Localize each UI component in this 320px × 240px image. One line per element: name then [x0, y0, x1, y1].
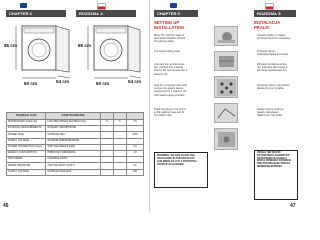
table-cell: 10 — [126, 150, 143, 156]
table-cell: PRĘDKOŚĆ WIROWANIA — [46, 150, 100, 156]
dimension-drawings — [6, 20, 144, 105]
pl-paragraph: Przeciąć taśmę zabezpieczającą przewody. — [257, 50, 289, 57]
table-cell: 230 — [126, 169, 143, 175]
table-cell — [100, 169, 113, 175]
table-cell: ŁADUNEK PRANIA SUCHEGO (kg) — [46, 120, 100, 126]
chapter-header-en: CHAPTER 5 — [154, 10, 198, 17]
left-page — [0, 0, 150, 212]
table-cell: WATER PRESSURE — [7, 163, 46, 169]
table-cell: NAPIĘCIE SIECI — [46, 132, 100, 138]
pl-paragraph: Wykręcić środkową śrubę (A), 4 boczne (B) i wyjąć 4 elementy dystansowe (C). — [257, 63, 288, 73]
pl-paragraph: Zatkać otwory w tylnym panelu zaślepkami dołączonymi do pralki. — [257, 108, 284, 118]
washing-machine-front-icon — [22, 26, 56, 70]
washing-machine-front-icon-right — [94, 26, 128, 70]
technical-data-table — [6, 112, 144, 176]
table-cell — [113, 169, 126, 175]
table-cell: CIŚNIENIE WODY — [46, 157, 100, 163]
table-cell: SUPPLY VOLTAGE — [7, 138, 46, 144]
table-header-row — [7, 113, 144, 120]
table-cell: 7,5 — [126, 120, 143, 126]
uk-flag-icon — [20, 3, 27, 8]
pl-flag-icon — [265, 3, 274, 10]
table-cell: ENERGY CONSUMPTION — [7, 150, 46, 156]
table-cell: NAPIĘCIE ZASILANIA — [46, 169, 100, 175]
table-cell: SPIN SPEED — [7, 157, 46, 163]
depth-label: 54 cm — [56, 79, 70, 84]
table-header-cell — [100, 113, 113, 120]
pl-paragraph: Ustawić pralkę w miejscu przeznaczenia bez podstawy. — [257, 34, 291, 41]
right-page — [150, 0, 300, 212]
installation-photo — [214, 26, 238, 46]
chapter-header-en: CHAPTER 4 — [6, 10, 66, 17]
depth-label-right: 54 cm — [128, 79, 142, 84]
installation-photo — [214, 76, 238, 98]
table-header-cell — [113, 113, 126, 120]
en-paragraph: Cut transit tubing strap. — [154, 50, 181, 53]
table-header-cell: TECHNICAL DATA — [7, 113, 46, 120]
table-header-cell — [126, 113, 143, 120]
setting-up-heading: SETTING UP INSTALLATION — [154, 20, 185, 30]
table-row — [7, 169, 144, 175]
page-number-left: 46 — [3, 203, 9, 209]
table-cell: 50 — [126, 163, 143, 169]
en-paragraph: Place the plugs to be found in the packing case and fit the plastic caps. — [154, 108, 186, 118]
chapter-header-pl: ROZDZIAŁ 5 — [254, 10, 296, 17]
height-label: 85 cm — [4, 43, 18, 48]
page-number-right: 47 — [290, 203, 296, 209]
width-label-right: 60 cm — [96, 81, 110, 86]
en-paragraph: Unscrew the central screw (A), unscrew the 4 lateral screws (B) and remove the 4 spacers (C). — [154, 63, 188, 76]
en-paragraph: Seal the mounting holes and remove the plastic sleeve containing the 4 spacers (D) with plastic plugs provided. — [154, 84, 187, 97]
en-paragraph: Move the machine near to permanent location without the packing base. — [154, 34, 185, 44]
warning-box-en: WARNING: DO NOT LEAVE THE PACKAGING IN THE REACH OF CHILDREN AS IT IS A POTENTIAL SOURCE OF DANGER. — [154, 152, 208, 188]
table-cell: 5 — [100, 120, 113, 126]
table-cell: POWER CONNECTION (Amps) — [7, 144, 46, 150]
table-cell: MAXIMUM DRY LOAD (kg) — [7, 120, 46, 126]
chapter-header-pl: ROZDZIAŁ 4 — [76, 10, 136, 17]
width-label: 60 cm — [24, 81, 38, 86]
installation-photo — [214, 128, 238, 150]
table-cell: 6 — [113, 120, 126, 126]
washing-machine-side-icon — [56, 26, 69, 72]
pl-flag-icon — [97, 3, 106, 10]
table-cell: ZUŻYCIE ENERGII (kWh) — [46, 144, 100, 150]
table-header-cell: DANE TECHNICZNE — [46, 113, 100, 120]
table-cell: POWER (Watt) — [7, 132, 46, 138]
height-label-right: 85 cm — [78, 43, 92, 48]
installation-photo — [214, 51, 238, 71]
warning-box-pl: UWAGA: NIE WOLNO POZOSTAWIAĆ ELEMENTÓW OPAKOWANIA W ZASIĘGU DZIECI, PONIEWAŻ STANOWIĄ ONE POTENCJALNE ŹRÓDŁO NIEBEZPIECZEŃSTWA. — [254, 150, 298, 200]
table-cell: ZUŻYCIE WODY (LITRY) — [46, 163, 100, 169]
table-cell: EXTERNAL MEASUREMENTS — [7, 126, 46, 132]
installation-photo — [214, 103, 238, 123]
table-cell: WYMIARY ZEWNĘTRZNE — [46, 126, 100, 132]
pl-paragraph: Zamknąć otwory zatyczkami dostarczonymi z pralką. — [257, 84, 290, 91]
uk-flag-icon — [170, 3, 177, 8]
table-cell: SUPPLY VOLTAGE — [7, 169, 46, 175]
table-cell: GŁÓWNE ZABEZPIECZENIE — [46, 138, 100, 144]
table-cell: 2250 — [126, 132, 143, 138]
table-cell: 1,0 — [126, 144, 143, 150]
instalacja-heading: INSTALACJA PRALKI — [254, 20, 281, 30]
